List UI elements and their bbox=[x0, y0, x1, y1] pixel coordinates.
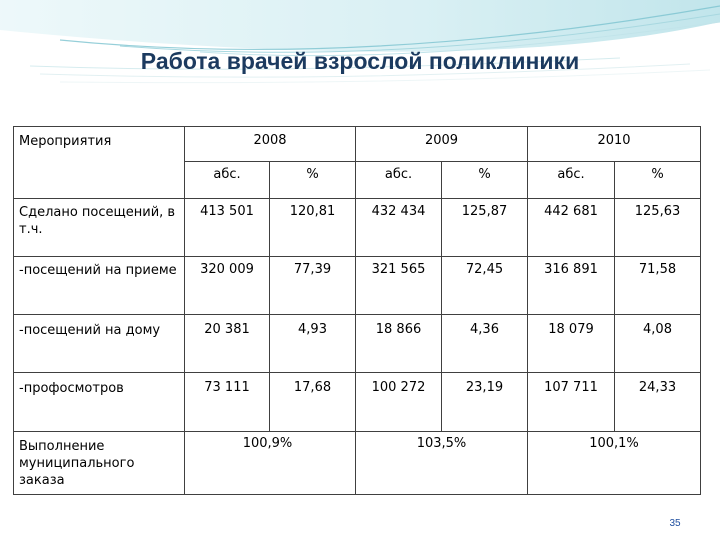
row-label: -профосмотров bbox=[14, 373, 185, 432]
table-cell: 71,58 bbox=[615, 257, 701, 315]
table-cell: 107 711 bbox=[528, 373, 615, 432]
table-cell: 321 565 bbox=[356, 257, 442, 315]
total-2008: 100,9% bbox=[185, 432, 356, 495]
table-row bbox=[14, 373, 701, 432]
row-label: Выполнение муниципального заказа bbox=[14, 432, 185, 495]
table-cell: 4,36 bbox=[442, 315, 528, 373]
table-cell: 125,87 bbox=[442, 199, 528, 257]
table-row-final bbox=[14, 432, 701, 495]
year-header-2009: 2009 bbox=[356, 127, 528, 162]
table-cell: 432 434 bbox=[356, 199, 442, 257]
subheader-abs-2008: абс. bbox=[185, 162, 270, 199]
table-cell: 4,93 bbox=[270, 315, 356, 373]
table-cell: 320 009 bbox=[185, 257, 270, 315]
table-cell: 100 272 bbox=[356, 373, 442, 432]
table-cell: 413 501 bbox=[185, 199, 270, 257]
year-header-2010: 2010 bbox=[597, 133, 631, 148]
table-cell: 316 891 bbox=[528, 257, 615, 315]
polyclinic-work-table bbox=[13, 126, 701, 495]
table-cell: 18 866 bbox=[356, 315, 442, 373]
table-row bbox=[14, 257, 701, 315]
table-cell: 18 079 bbox=[528, 315, 615, 373]
page-number: 35 bbox=[669, 518, 681, 529]
total-2009: 103,5% bbox=[356, 432, 528, 495]
table-cell: 17,68 bbox=[270, 373, 356, 432]
table-cell: 24,33 bbox=[615, 373, 701, 432]
table-cell: 72,45 bbox=[442, 257, 528, 315]
table-cell: 442 681 bbox=[528, 199, 615, 257]
subheader-abs-2010: абс. bbox=[528, 162, 615, 199]
row-label: Сделано посещений, в т.ч. bbox=[14, 199, 185, 257]
table-row bbox=[14, 199, 701, 257]
table-cell: 77,39 bbox=[270, 257, 356, 315]
subheader-pct-2009: % bbox=[442, 162, 528, 199]
subheader-pct-2010: % bbox=[615, 162, 701, 199]
row-label: -посещений на приеме bbox=[14, 257, 185, 315]
table-cell: 73 111 bbox=[185, 373, 270, 432]
subheader-pct-2008: % bbox=[270, 162, 356, 199]
row-label: -посещений на дому bbox=[14, 315, 185, 373]
corner-header: Мероприятия bbox=[14, 127, 185, 199]
total-2010: 100,1% bbox=[528, 432, 701, 495]
year-header-2008: 2008 bbox=[185, 127, 356, 162]
table-row bbox=[14, 315, 701, 373]
subheader-abs-2009: абс. bbox=[356, 162, 442, 199]
table-cell: 120,81 bbox=[270, 199, 356, 257]
table-cell: 125,63 bbox=[615, 199, 701, 257]
table-cell: 20 381 bbox=[185, 315, 270, 373]
table-cell: 23,19 bbox=[442, 373, 528, 432]
table-cell: 4,08 bbox=[615, 315, 701, 373]
slide-title: Работа врачей взрослой поликлиники bbox=[140, 48, 580, 74]
